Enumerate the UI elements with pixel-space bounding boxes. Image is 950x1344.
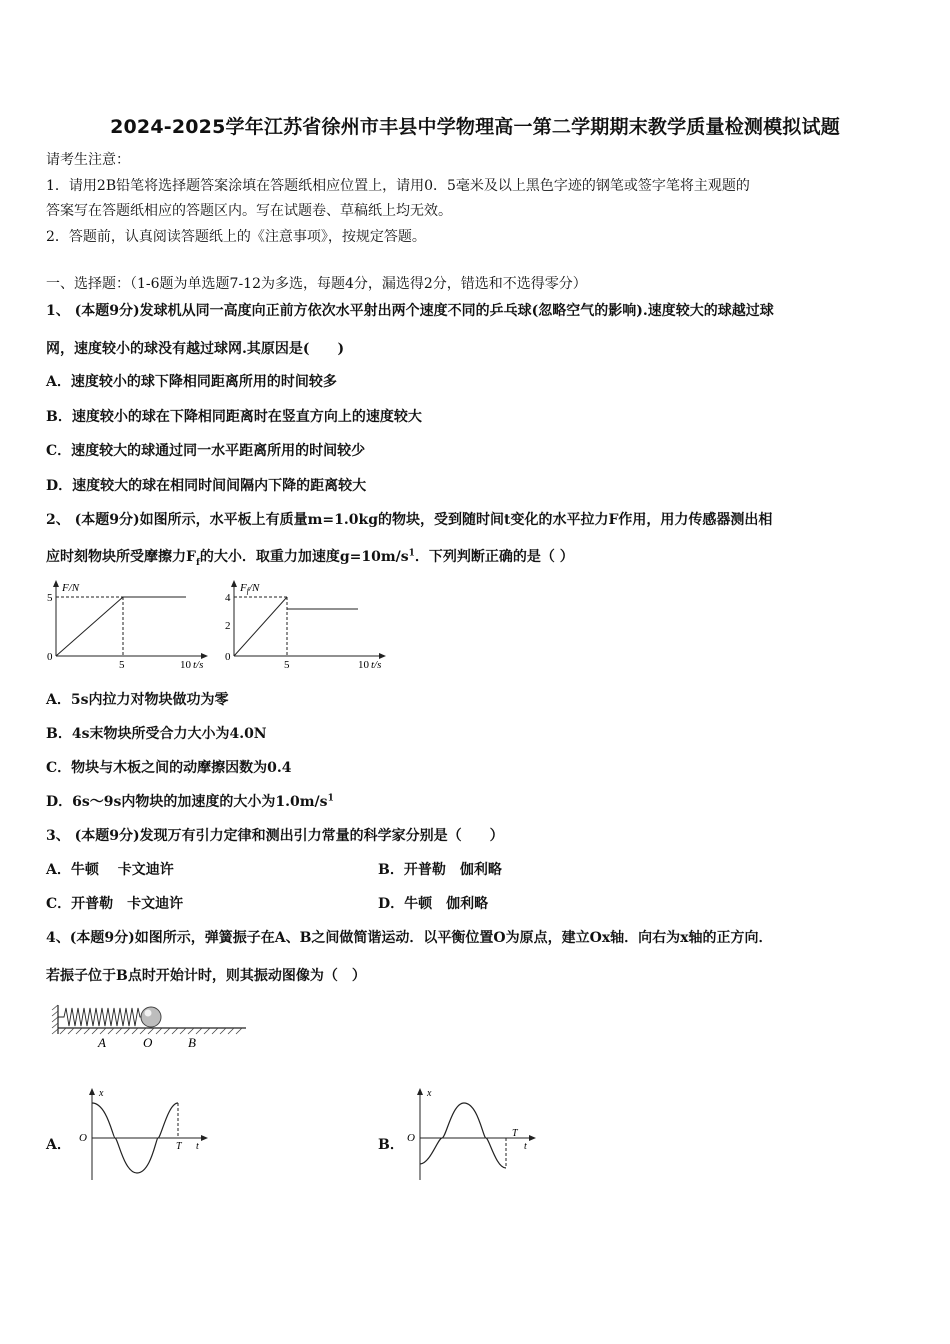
graph2-y-label-main: F [240,582,247,594]
q2-line2-mid: 的大小．取重力加速度g=10m/s [199,549,409,565]
page-title: 2024-2025学年江苏省徐州市丰县中学物理高一第二学期期末教学质量检测模拟试题 [110,116,840,138]
notice-line-1: 1．请用2B铅笔将选择题答案涂填在答题纸相应位置上，请用0．5毫米及以上黑色字迹的钢笔或签字笔将主观题的 [46,178,750,194]
q4-spring-diagram [48,1000,258,1052]
notice-line-3: 2．答题前，认真阅读答题纸上的《注意事项》，按规定答题。 [46,229,426,245]
graph2-ramp [234,597,287,656]
q3-option-a: A．牛顿 卡文迪许 [46,862,174,878]
spring-coil [58,1008,142,1026]
q2-line2-sup: 1 [408,548,415,559]
graph2-y-label [239,582,260,595]
graph2-y-label-sub: f [246,586,249,595]
graph2-origin: 0 [225,651,231,663]
q1-option-c: C．速度较大的球通过同一水平距离所用的时间较少 [46,443,366,459]
q2-line2-post: ．下列判断正确的是（ ） [414,549,574,565]
q2-option-d-sup: 1 [327,793,334,804]
wave-a-y-arrow [89,1088,95,1095]
q2-option-d-text: D．6s～9s内物块的加速度的大小为1.0m/s [46,794,328,810]
q1-stem-line-2: 网，速度较小的球没有越过球网.其原因是( ) [46,341,345,357]
wave-b-y-arrow [417,1088,423,1095]
q2-option-a: A．5s内拉力对物块做功为零 [46,692,229,708]
q2-line2-sub: f [195,557,200,568]
wave-b-t-mark: T [512,1128,518,1139]
wave-b-origin: O [407,1132,415,1144]
q4-option-a-graph [74,1084,214,1184]
graph1-ramp [56,597,123,656]
wave-b-x-arrow [529,1135,536,1141]
graph1-y-tick: 5 [47,592,53,604]
q2-friction-graph [222,578,392,670]
wall-hatching [52,1005,58,1034]
graph1-x-tick-1: 5 [119,659,125,670]
wave-b-x-label: x [427,1088,432,1099]
graph2-x-label: t/s [371,659,382,670]
wave-b-curve [420,1103,506,1168]
q4-option-b-graph [402,1084,542,1184]
q3-option-b: B．开普勒 伽利略 [378,862,502,878]
q2-option-c: C．物块与木板之间的动摩擦因数为0.4 [46,760,292,776]
wave-a-x-label: x [99,1088,104,1099]
graph1-origin: 0 [47,651,53,663]
floor-hatching [60,1028,242,1034]
notice-heading: 请考生注意： [46,152,130,168]
wave-a-x-arrow [201,1135,208,1141]
q3-stem: 3、 (本题9分)发现万有引力定律和测出引力常量的科学家分别是（ ） [46,828,504,844]
graph1-x-tick-2: 10 [180,659,191,670]
q4-stem-line-2: 若振子位于B点时开始计时，则其振动图像为（ ） [46,968,366,984]
wave-a-t-label: t [196,1141,199,1152]
q2-force-graph [44,578,214,670]
q3-option-d: D．牛顿 伽利略 [378,896,489,912]
oscillator-ball [141,1007,161,1027]
graph2-y-tick-2: 2 [225,620,231,632]
ball-highlight [145,1010,152,1017]
graph1-x-label: t/s [193,659,204,670]
section-heading: 一、选择题：（1-6题为单选题7-12为多选，每题4分，漏选得2分，错选和不选得零分） [46,276,587,292]
q3-option-c: C．开普勒 卡文迪许 [46,896,184,912]
notice-line-2: 答案写在答题纸相应的答题区内。写在试题卷、草稿纸上均无效。 [46,203,452,219]
q2-line2-pre: 应时刻物块所受摩擦力F [46,549,196,565]
label-b: B [188,1035,196,1050]
graph1-y-arrow [53,580,59,587]
q1-option-a: A．速度较小的球下降相同距离所用的时间较多 [46,374,337,390]
q4-stem-line-1: 4、(本题9分)如图所示，弹簧振子在A、B之间做简谐运动．以平衡位置O为原点，建立Ox轴．向右为x轴的正方向． [46,930,773,946]
q1-option-d: D．速度较大的球在相同时间间隔内下降的距离较大 [46,478,367,494]
q2-stem-line-2 [46,548,574,566]
q4-option-a-label: A． [46,1137,71,1153]
graph1-y-label: F/N [62,582,80,594]
q4-option-b-label: B． [378,1137,404,1153]
q1-option-b: B．速度较小的球在下降相同距离时在竖直方向上的速度较大 [46,409,422,425]
wave-b-t-label: t [524,1141,527,1152]
graph2-y-tick-1: 4 [225,592,231,604]
graph2-y-arrow [231,580,237,587]
label-o: O [143,1035,153,1050]
label-a: A [98,1035,106,1050]
q1-stem-line-1: 1、 (本题9分)发球机从同一高度向正前方依次水平射出两个速度不同的乒乓球(忽略空气的影响).速度较大的球越过球 [46,303,774,319]
graph2-x-tick-1: 5 [284,659,290,670]
graph2-y-label-unit: /N [248,582,260,594]
graph2-x-tick-2: 10 [358,659,369,670]
wave-a-origin: O [79,1132,87,1144]
q2-option-d [46,793,334,811]
wave-a-t-mark: T [176,1141,182,1152]
q2-option-b: B．4s末物块所受合力大小为4.0N [46,726,267,742]
q2-stem-line-1: 2、 (本题9分)如图所示，水平板上有质量m=1.0kg的物块，受到随时间t变化的水平拉力F作用，用力传感器测出相 [46,512,773,528]
